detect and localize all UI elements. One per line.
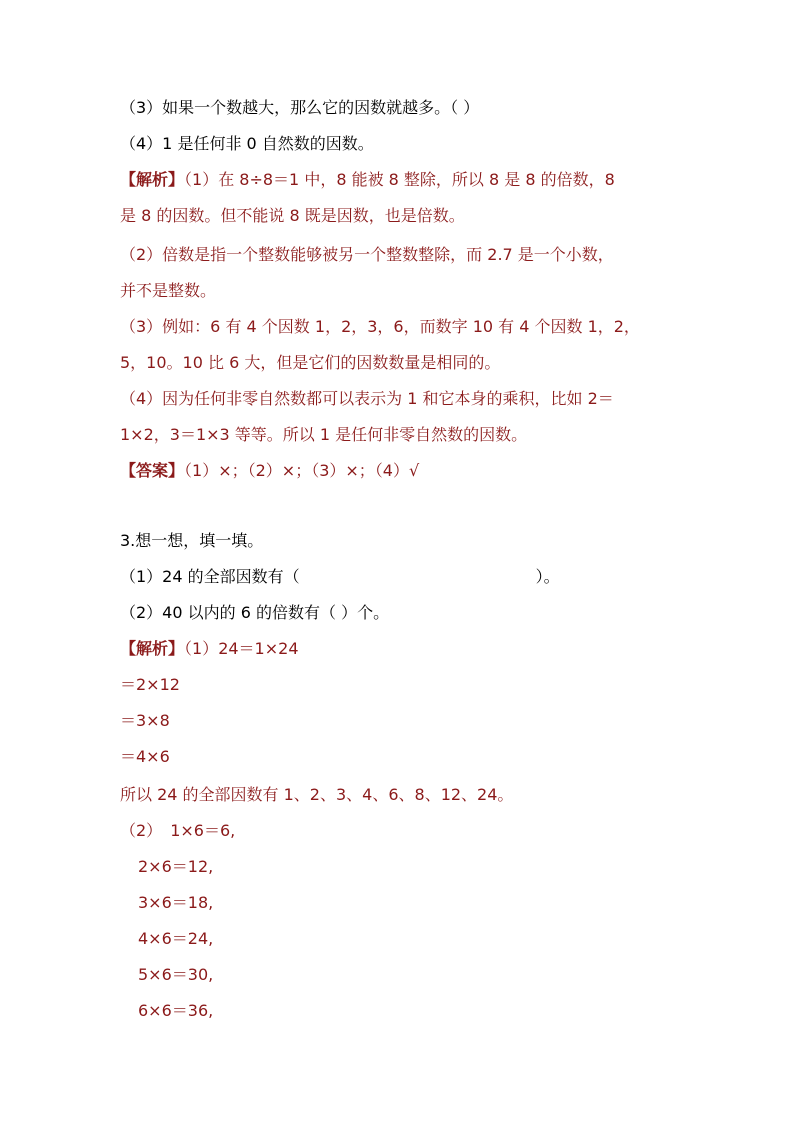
question-3-item-1-suffix: ）。: [535, 567, 560, 586]
answer-text: （1）×；（2）×；（3）×；（4）√: [184, 461, 420, 480]
analysis-p1-line2: 是 8 的因数。但不能说 8 既是因数，也是倍数。: [120, 206, 465, 225]
multiplication-6: 6×6＝36,: [138, 1001, 214, 1020]
multiplication-3: 3×6＝18,: [138, 893, 214, 912]
analysis-step3: ＝3×8: [120, 711, 170, 730]
multiplication-2: 2×6＝12,: [138, 857, 214, 876]
analysis-p4-line1: （4）因为任何非零自然数都可以表示为 1 和它本身的乘积，比如 2＝: [120, 389, 614, 408]
answer-label: 【答案】: [120, 461, 185, 480]
analysis-p3-line2: 5，10。10 比 6 大，但是它们的因数数量是相同的。: [120, 353, 501, 372]
analysis-p2-line2: 并不是整数。: [120, 281, 217, 300]
question-3-item-2: （2）40 以内的 6 的倍数有（ ）个。: [120, 603, 390, 622]
question-2-item-4: （4）1 是任何非 0 自然数的因数。: [120, 134, 374, 153]
analysis-q3-step1-line: [120, 639, 299, 659]
analysis-p4-line2: 1×2，3＝1×3 等等。所以 1 是任何非零自然数的因数。: [120, 425, 528, 444]
answer-line: [120, 461, 419, 481]
analysis-p1-line1: [120, 170, 615, 190]
analysis-p3-line1: （3）例如：6 有 4 个因数 1，2，3，6，而数字 10 有 4 个因数 1，2，: [120, 317, 640, 336]
analysis-conclusion: 所以 24 的全部因数有 1、2、3、4、6、8、12、24。: [120, 785, 514, 804]
analysis-p2-line: [120, 821, 235, 841]
multiplication-1: 1×6＝6,: [170, 821, 236, 840]
question-3-item-1: [120, 567, 560, 587]
question-3-title: 3.想一想，填一填。: [120, 531, 264, 550]
question-3-item-1-prefix: （1）24 的全部因数有（: [120, 567, 300, 586]
analysis-step2: ＝2×12: [120, 675, 180, 694]
multiplication-4: 4×6＝24,: [138, 929, 214, 948]
analysis-p2-label: （2）: [120, 821, 163, 840]
analysis-label: 【解析】: [120, 639, 185, 658]
question-2-item-3: （3）如果一个数越大，那么它的因数就越多。（ ）: [120, 98, 480, 117]
analysis-step4: ＝4×6: [120, 747, 170, 766]
analysis-text: （1）在 8÷8＝1 中，8 能被 8 整除，所以 8 是 8 的倍数，8: [184, 170, 615, 189]
analysis-p2-line1: （2）倍数是指一个整数能够被另一个整数整除，而 2.7 是一个小数，: [120, 245, 614, 264]
analysis-step1: （1）24＝1×24: [184, 639, 299, 658]
analysis-label: 【解析】: [120, 170, 185, 189]
multiplication-5: 5×6＝30,: [138, 965, 214, 984]
